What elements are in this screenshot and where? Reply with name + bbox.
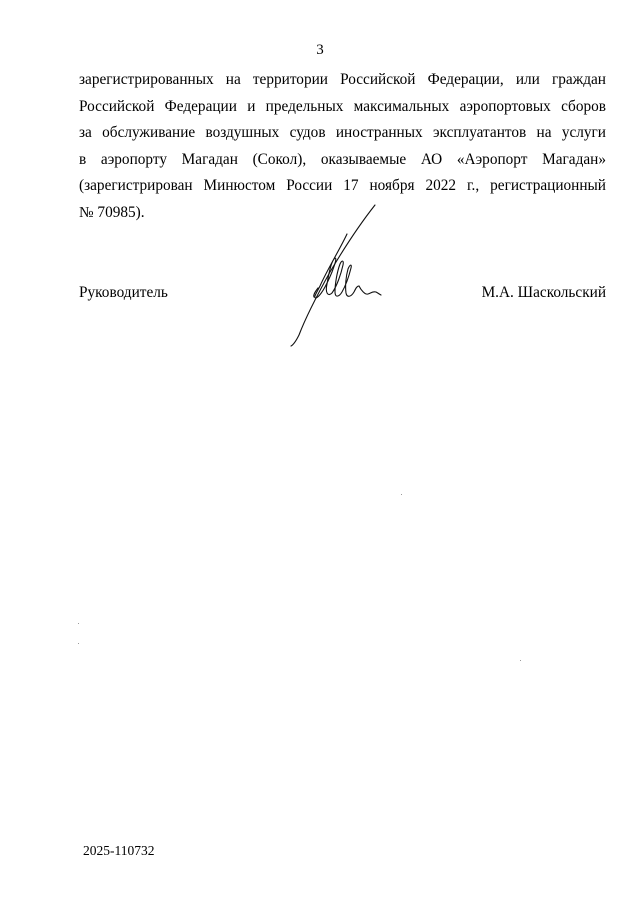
- page-number: 3: [316, 42, 324, 58]
- scan-speck: [401, 494, 402, 495]
- paragraph-line: зарегистрированных на территории Российской Федерации, или граждан: [79, 71, 606, 88]
- scan-speck: [520, 660, 521, 661]
- signer-title: Руководитель: [79, 284, 168, 301]
- paragraph-line: № 70985).: [79, 203, 145, 221]
- document-code: 2025-110732: [83, 843, 155, 858]
- paragraph-line: за обслуживание воздушных судов иностранных эксплуатантов на услуги: [79, 124, 606, 141]
- paragraph-line: в аэропорту Магадан (Сокол), оказываемые АО «Аэропорт Магадан»: [79, 150, 606, 168]
- scan-speck: [78, 643, 79, 644]
- paragraph-line: (зарегистрирован Минюстом России 17 ноября 2022 г., регистрационный: [79, 177, 606, 194]
- paragraph-line: Российской Федерации и предельных максимальных аэропортовых сборов: [79, 97, 606, 115]
- scan-speck: [78, 623, 79, 624]
- signer-name: М.А. Шаскольский: [481, 284, 606, 301]
- handwritten-signature: [285, 202, 385, 347]
